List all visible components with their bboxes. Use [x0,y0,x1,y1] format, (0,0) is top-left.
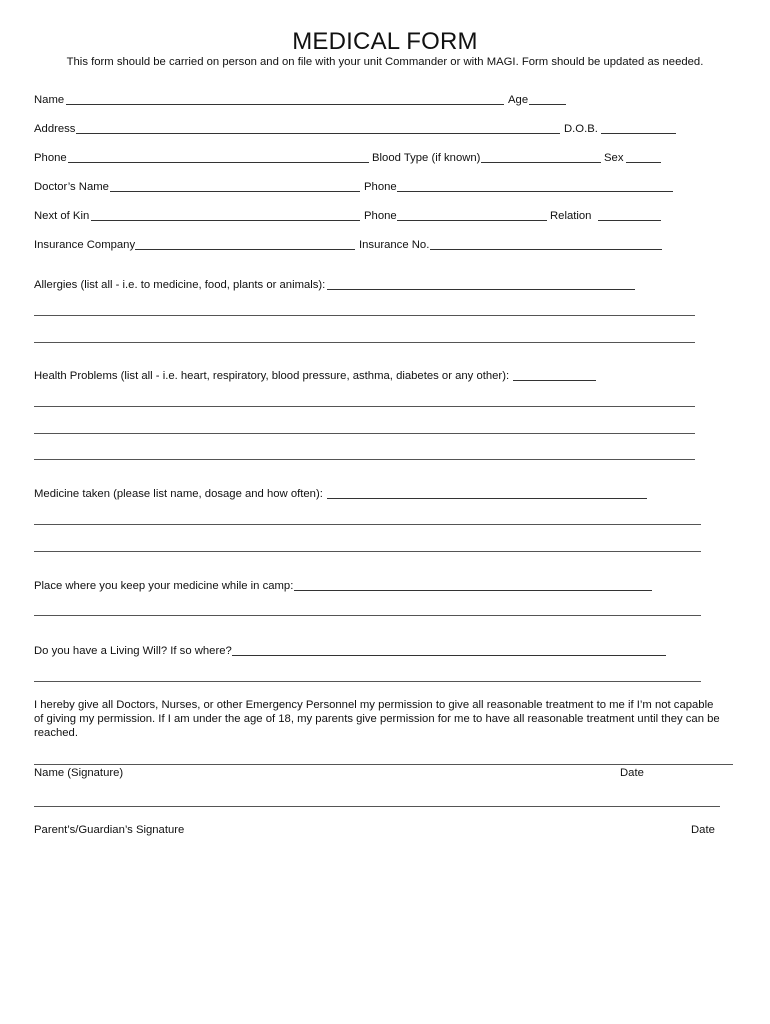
insurance-no-field[interactable] [430,249,662,250]
phone-field[interactable] [68,162,369,163]
health-problems-line[interactable] [34,433,695,434]
insurance-company-field[interactable] [135,249,355,250]
medicine-place-line[interactable] [34,615,701,616]
page-title: MEDICAL FORM [292,28,478,55]
signature-line[interactable] [34,764,733,765]
doctor-phone-label: Phone [364,181,397,193]
next-of-kin-field[interactable] [91,220,360,221]
doctor-name-label: Doctor’s Name [34,181,109,193]
relation-field[interactable] [598,220,661,221]
blood-type-field[interactable] [481,162,601,163]
allergies-line[interactable] [34,315,695,316]
age-label: Age [508,94,529,106]
signature-date-label: Date [620,767,644,779]
address-label: Address [34,123,76,135]
medicine-place-label: Place where you keep your medicine while in camp: [34,580,294,592]
allergies-label: Allergies (list all - i.e. to medicine, food, plants or animals): [34,279,326,291]
dob-label: D.O.B. [564,123,598,135]
consent-statement: I hereby give all Doctors, Nurses, or other Emergency Personnel my permission to give all reasonable treatment to me if I’m not capable of giving my permission. If I am under the age of 18, my parents give permission for me to have all reasonable treatment until they can be reached. [34,699,720,739]
allergies-line[interactable] [34,342,695,343]
relation-label: Relation [550,210,592,222]
medicine-field[interactable] [327,498,647,499]
next-of-kin-label: Next of Kin [34,210,90,222]
guardian-signature-label: Parent’s/Guardian’s Signature [34,824,185,836]
name-field[interactable] [66,104,504,105]
kin-phone-field[interactable] [397,220,547,221]
medicine-line[interactable] [34,551,701,552]
allergies-field[interactable] [327,289,635,290]
doctor-phone-field[interactable] [397,191,673,192]
guardian-signature-line[interactable] [34,806,720,807]
sex-label: Sex [604,152,624,164]
blood-type-label: Blood Type (if known) [372,152,481,164]
health-problems-label: Health Problems (list all - i.e. heart, respiratory, blood pressure, asthma, diabetes or any other): [34,370,510,382]
signature-label: Name (Signature) [34,767,124,779]
living-will-label: Do you have a Living Will? If so where? [34,645,232,657]
guardian-date-label: Date [691,824,715,836]
health-problems-line[interactable] [34,406,695,407]
medicine-line[interactable] [34,524,701,525]
kin-phone-label: Phone [364,210,397,222]
insurance-company-label: Insurance Company [34,239,136,251]
name-label: Name [34,94,65,106]
medicine-label: Medicine taken (please list name, dosage and how often): [34,488,323,500]
living-will-line[interactable] [34,681,701,682]
form-instructions: This form should be carried on person and on file with your unit Commander or with MAGI. Form should be updated as needed. [66,56,704,68]
doctor-name-field[interactable] [110,191,360,192]
phone-label: Phone [34,152,67,164]
insurance-no-label: Insurance No. [359,239,430,251]
health-problems-field[interactable] [513,380,596,381]
living-will-field[interactable] [232,655,666,656]
medicine-place-field[interactable] [294,590,652,591]
sex-field[interactable] [626,162,661,163]
address-field[interactable] [76,133,560,134]
dob-field[interactable] [601,133,676,134]
age-field[interactable] [529,104,566,105]
health-problems-line[interactable] [34,459,695,460]
